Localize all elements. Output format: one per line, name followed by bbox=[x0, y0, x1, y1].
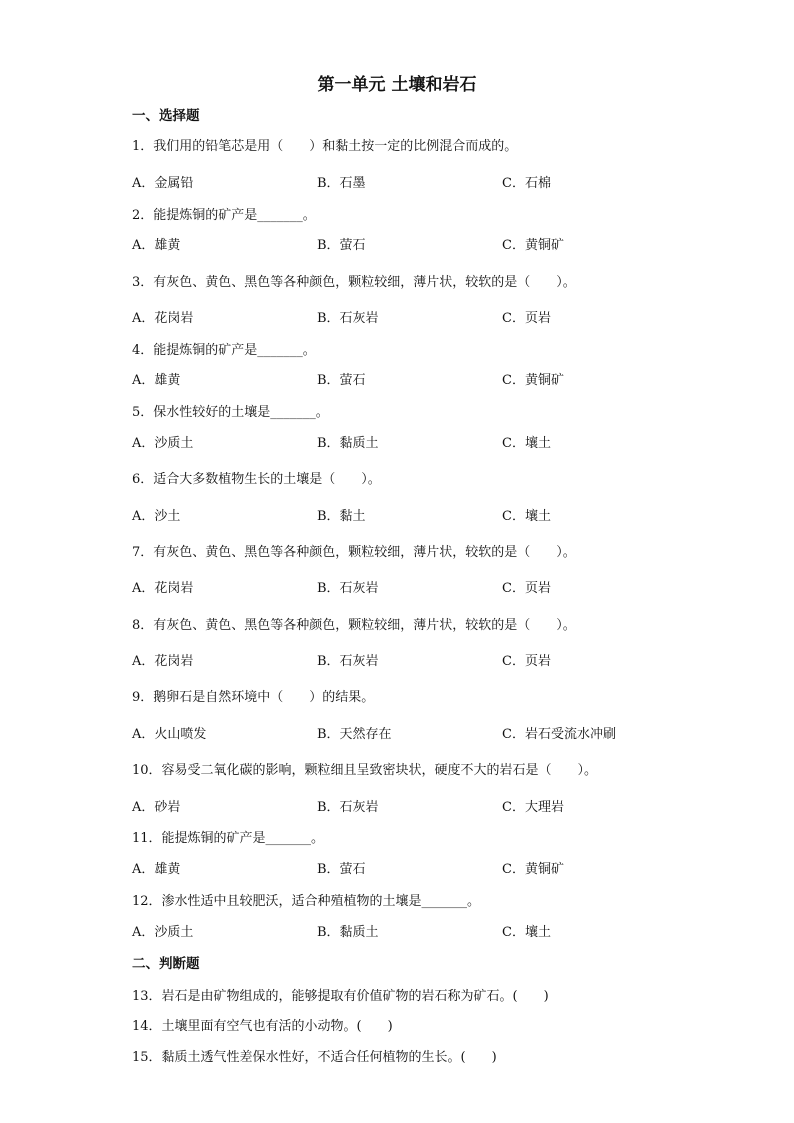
option-a: A．花岗岩 bbox=[132, 311, 194, 326]
option-b: B．萤石 bbox=[317, 862, 366, 877]
option-c: C．岩石受流水冲刷 bbox=[502, 727, 616, 742]
option-c: C．页岩 bbox=[502, 311, 551, 326]
option-b: B．黏质土 bbox=[317, 436, 379, 451]
question-3: 3．有灰色、黄色、黑色等各种颜色，颗粒较细，薄片状，较软的是（ ）。 bbox=[132, 275, 576, 290]
option-a: A．雄黄 bbox=[132, 373, 181, 388]
question-1: 1．我们用的铅笔芯是用（ ）和黏土按一定的比例混合而成的。 bbox=[132, 139, 518, 154]
question-11: 11．能提炼铜的矿产是_______。 bbox=[132, 831, 325, 846]
question-12: 12．渗水性适中且较肥沃，适合种殖植物的土壤是_______。 bbox=[132, 894, 481, 909]
option-b: B．黏土 bbox=[317, 509, 366, 524]
option-b: B．石灰岩 bbox=[317, 581, 379, 596]
option-b: B．石墨 bbox=[317, 176, 366, 191]
question-13: 13．岩石是由矿物组成的，能够提取有价值矿物的岩石称为矿石。( ) bbox=[132, 989, 549, 1004]
option-c: C．黄铜矿 bbox=[502, 862, 564, 877]
option-c: C．黄铜矿 bbox=[502, 238, 564, 253]
question-5: 5．保水性较好的土壤是_______。 bbox=[132, 405, 329, 420]
option-a: A．沙质土 bbox=[132, 436, 194, 451]
option-c: C．壤土 bbox=[502, 925, 551, 940]
section-heading-judgement: 二、判断题 bbox=[132, 956, 200, 972]
question-4: 4．能提炼铜的矿产是_______。 bbox=[132, 343, 316, 358]
option-c: C．壤土 bbox=[502, 509, 551, 524]
option-a: A．火山喷发 bbox=[132, 727, 207, 742]
option-a: A．花岗岩 bbox=[132, 581, 194, 596]
option-a: A．金属铅 bbox=[132, 176, 194, 191]
option-c: C．页岩 bbox=[502, 654, 551, 669]
option-a: A．沙质土 bbox=[132, 925, 194, 940]
option-c: C．大理岩 bbox=[502, 800, 564, 815]
section-heading-choice: 一、选择题 bbox=[132, 108, 200, 124]
option-b: B．石灰岩 bbox=[317, 654, 379, 669]
option-c: C．页岩 bbox=[502, 581, 551, 596]
option-a: A．雄黄 bbox=[132, 238, 181, 253]
option-b: B．石灰岩 bbox=[317, 311, 379, 326]
option-b: B．石灰岩 bbox=[317, 800, 379, 815]
option-a: A．雄黄 bbox=[132, 862, 181, 877]
question-10: 10．容易受二氧化碳的影响，颗粒细且呈致密块状，硬度不大的岩石是（ ）。 bbox=[132, 763, 598, 778]
page-title: 第一单元 土壤和岩石 bbox=[317, 75, 477, 95]
option-b: B．萤石 bbox=[317, 373, 366, 388]
option-c: C．石棉 bbox=[502, 176, 551, 191]
option-b: B．天然存在 bbox=[317, 727, 392, 742]
question-14: 14．土壤里面有空气也有活的小动物。( ) bbox=[132, 1019, 393, 1034]
option-c: C．壤土 bbox=[502, 436, 551, 451]
option-b: B．萤石 bbox=[317, 238, 366, 253]
option-a: A．沙土 bbox=[132, 509, 181, 524]
question-7: 7．有灰色、黄色、黑色等各种颜色，颗粒较细，薄片状，较软的是（ ）。 bbox=[132, 545, 576, 560]
option-a: A．砂岩 bbox=[132, 800, 181, 815]
option-a: A．花岗岩 bbox=[132, 654, 194, 669]
option-c: C．黄铜矿 bbox=[502, 373, 564, 388]
question-15: 15．黏质土透气性差保水性好，不适合任何植物的生长。( ) bbox=[132, 1050, 497, 1065]
question-6: 6．适合大多数植物生长的土壤是（ ）。 bbox=[132, 472, 381, 487]
question-2: 2．能提炼铜的矿产是_______。 bbox=[132, 208, 316, 223]
question-9: 9．鹅卵石是自然环境中（ ）的结果。 bbox=[132, 690, 375, 705]
question-8: 8．有灰色、黄色、黑色等各种颜色，颗粒较细，薄片状，较软的是（ ）。 bbox=[132, 618, 576, 633]
option-b: B．黏质土 bbox=[317, 925, 379, 940]
